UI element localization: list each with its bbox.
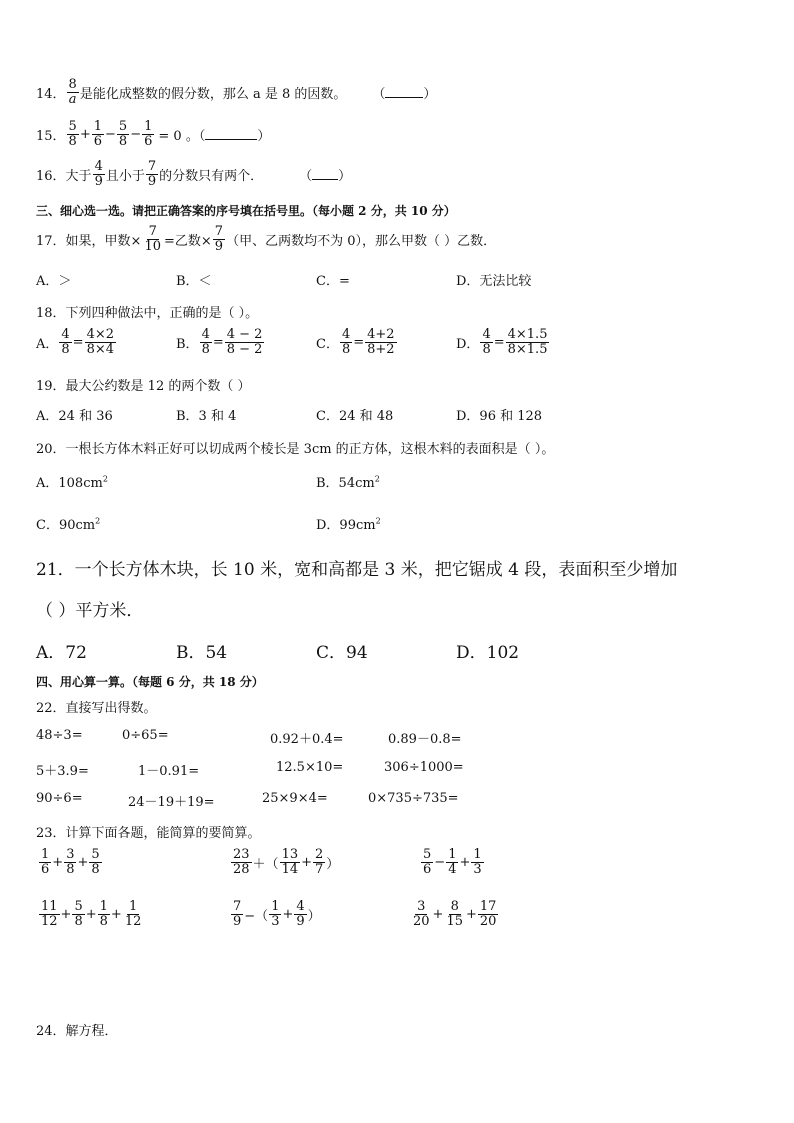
expression-6: $\frac{3}{20}$ + $\frac{8}{15}$ + $\frac{17}{20}$ <box>413 899 497 929</box>
fraction: $\frac{5}{8}$ <box>68 119 77 149</box>
calc-item: 306÷1000= <box>384 760 464 775</box>
question-text: 是能化成整数的假分数，那么 a 是 8 的因数。 <box>79 86 347 102</box>
section-heading: 四、用心算一算。（每题 6 分，共 18 分） <box>36 675 264 689</box>
option-a: A．$108cm^2$ <box>36 474 108 491</box>
answer-blank <box>205 129 257 140</box>
fraction: $\frac{8}{a}$ <box>68 77 77 107</box>
question-17: 17．如果，甲数× $\frac{7}{10}$ =乙数× $\frac{7}{9}$ （甲、乙两数均不为 0），那么甲数（ ）乙数． <box>36 224 497 254</box>
calc-item: 0÷65= <box>122 728 169 743</box>
expression-4: $\frac{11}{12}$ + $\frac{5}{8}$ + $\frac{1}{8}$ + $\frac{1}{12}$ <box>41 899 142 929</box>
calc-item: 25×9×4= <box>262 791 328 806</box>
option-b: B．3 和 4 <box>176 409 237 424</box>
calc-item: 24－19＋19= <box>128 795 215 810</box>
option-b: B．54 <box>176 643 228 663</box>
option-c: C． $\frac{4}{8}$ = $\frac{4+2}{8+2}$ <box>316 327 395 357</box>
question-14 <box>36 78 436 106</box>
question-23: 23．计算下面各题，能简算的要简算。 <box>36 826 261 841</box>
question-19: 19．最大公约数是 12 的两个数（ ） <box>36 379 251 394</box>
option-b: B． $\frac{4}{8}$ = $\frac{4 - 2}{8 - 2}$ <box>176 327 263 357</box>
section-heading: 三、细心选一选。请把正确答案的序号填在括号里。（每小题 2 分，共 10 分） <box>36 204 456 218</box>
option-c: C．= <box>316 274 350 289</box>
fraction: $\frac{4}{9}$ <box>94 159 103 189</box>
option-a: A．＞ <box>36 274 72 289</box>
expression-5: $\frac{7}{9}$ −（ $\frac{1}{3}$ + $\frac{4}{9}$ ） <box>233 899 321 929</box>
question-24: 24．解方程． <box>36 1024 118 1039</box>
option-d: D．$99cm^2$ <box>316 516 381 533</box>
calc-item: 48÷3= <box>36 728 83 743</box>
fraction: $\frac{1}{6}$ <box>144 119 153 149</box>
fraction: $\frac{7}{9}$ <box>214 224 224 254</box>
fraction: $\frac{1}{6}$ <box>93 119 103 149</box>
option-c: C．94 <box>316 643 368 663</box>
calc-item: 0×735÷735= <box>368 791 459 806</box>
expression-1: $\frac{1}{6}$ + $\frac{3}{8}$ + $\frac{5}{8}$ <box>41 847 100 877</box>
answer-blank: （ ） <box>372 86 437 102</box>
calc-item: 0.89－0.8= <box>388 732 462 747</box>
option-a: A． $\frac{4}{8}$ = $\frac{4\times 2}{8\times 4}$ <box>36 327 115 357</box>
option-b: B．$54cm^2$ <box>316 474 380 491</box>
calc-item: 90÷6= <box>36 791 83 806</box>
fraction: $\frac{5}{8}$ <box>118 119 128 149</box>
option-c: C．$90cm^2$ <box>36 516 101 533</box>
option-b: B．＜ <box>176 274 212 289</box>
expression-2: $\frac{23}{28}$ ＋（ $\frac{13}{14}$ + $\frac{2}{7}$ ） <box>233 847 340 877</box>
calc-item: 1－0.91= <box>138 764 200 779</box>
option-a: A．24 和 36 <box>36 409 113 424</box>
question-20: 20．一根长方体木料正好可以切成两个棱长是 3cm 的正方体，这根木料的表面积是（ ）。 <box>36 442 555 457</box>
question-16: 16． 大于 $\frac{4}{9}$ 且小于 $\frac{7}{9}$ 的分数只有两个． （ ） <box>36 159 352 189</box>
fraction: $\frac{7}{10}$ <box>144 224 161 254</box>
question-18: 18．下列四种做法中，正确的是（ ）。 <box>36 306 259 321</box>
option-d: D． $\frac{4}{8}$ = $\frac{4\times 1.5}{8\times 1.5}$ <box>456 327 548 357</box>
fraction: $\frac{7}{9}$ <box>147 159 157 189</box>
question-21-continued: （ ）平方米． <box>36 601 144 621</box>
question-number: 16． <box>36 168 66 184</box>
question-number: 14． <box>36 86 66 102</box>
answer-blank: （ ） <box>299 168 352 184</box>
calc-item: 0.92＋0.4= <box>270 732 344 747</box>
question-22: 22．直接写出得数。 <box>36 701 157 716</box>
option-d: D．102 <box>456 643 520 663</box>
option-c: C．24 和 48 <box>316 409 394 424</box>
question-15: 15． $\frac{5}{8}$ + $\frac{1}{6}$ − $\frac{5}{8}$ − $\frac{1}{6}$ = 0 。（ ） <box>36 119 271 149</box>
question-21: 21．一个长方体木块，长 10 米，宽和高都是 3 米，把它锯成 4 段，表面积至少增加 <box>36 560 678 580</box>
expression-3: $\frac{5}{6}$ − $\frac{1}{4}$ + $\frac{1}{3}$ <box>423 847 482 877</box>
calc-item: 5＋3.9= <box>36 764 89 779</box>
option-d: D．96 和 128 <box>456 409 543 424</box>
option-a: A．72 <box>36 643 87 663</box>
calc-item: 12.5×10= <box>276 760 344 775</box>
question-number: 15． <box>36 128 66 144</box>
option-d: D．无法比较 <box>456 274 532 289</box>
